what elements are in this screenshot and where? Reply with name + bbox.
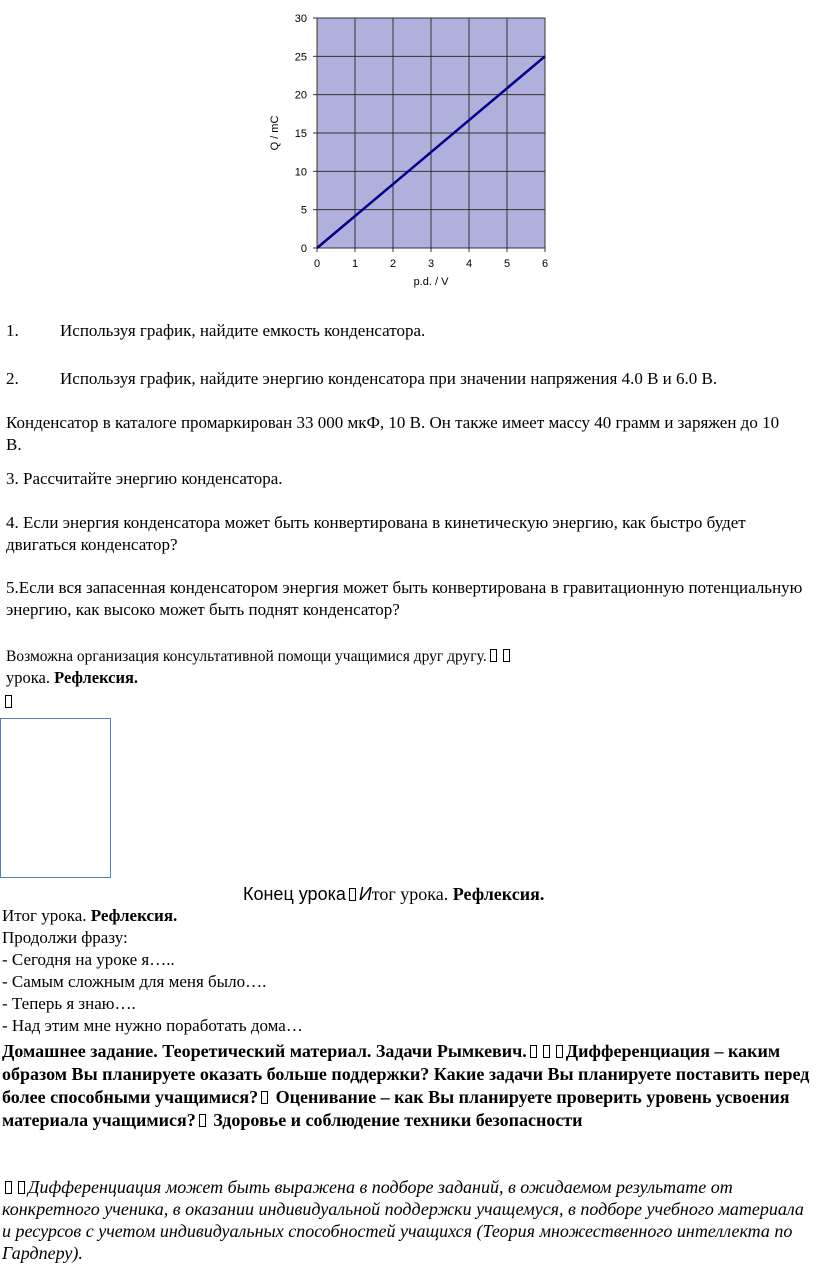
- missing-glyph-icon: [261, 1091, 268, 1104]
- missing-glyph-icon: [503, 649, 510, 662]
- homework-part-2: Дифференциация – каким образом Вы планируете оказать больше поддержки? Какие задачи Вы планируете поставить перед более способными учащимися?: [2, 1041, 810, 1107]
- y-tick-label: 5: [300, 204, 307, 217]
- x-tick-label: 2: [389, 258, 397, 270]
- missing-glyph-icon: [490, 649, 497, 662]
- consult-note: [6, 647, 513, 667]
- question-1: [6, 320, 425, 342]
- y-tick-label: 0: [300, 243, 307, 255]
- question-2-number: 2.: [6, 369, 19, 388]
- homework-part-1: Домашнее задание. Теоретический материал. Задачи Рымкевич.: [2, 1041, 527, 1061]
- summary-title-plain: Итог урока.: [2, 906, 91, 925]
- lesson-end-rest: тог урока.: [371, 884, 453, 904]
- missing-glyph-icon: [18, 1181, 25, 1194]
- y-tick-label: 25: [294, 51, 307, 64]
- lesson-end-reflection: Рефлексия.: [452, 884, 545, 904]
- missing-glyph-icon: [5, 1181, 12, 1194]
- missing-glyph-icon: [199, 1114, 206, 1127]
- y-axis-label: Q / mC: [269, 115, 281, 151]
- x-tick-label: 5: [503, 258, 511, 270]
- homework-part-4: Здоровье и соблюдение техники безопасности: [213, 1110, 583, 1130]
- question-1-text: Используя график, найдите емкость конденсатора.: [60, 321, 426, 340]
- capacitor-context: Конденсатор в каталоге промаркирован 33 000 мкФ, 10 В. Он также имеет массу 40 грамм и заряжен до 10 В.: [6, 413, 780, 454]
- x-tick-label: 0: [313, 258, 321, 270]
- x-axis-label: p.d. / V: [413, 276, 449, 288]
- x-tick-label: 3: [427, 258, 435, 270]
- missing-glyph-icon: [349, 888, 356, 901]
- question-5: 5.Если вся запасенная конденсатором энергия может быть конвертирована в гравитационную потенциальную энергию, как высоко может быть поднят конденсатор?: [6, 578, 803, 619]
- lesson-end-line: [243, 882, 544, 906]
- summary-block: [2, 905, 303, 1037]
- summary-title-bold: Рефлексия.: [90, 906, 178, 925]
- lesson-end-initial: И: [358, 884, 372, 904]
- lesson-end-lead: Конец урока: [243, 884, 346, 904]
- differentiation-note: [2, 1176, 814, 1264]
- x-tick-label: 4: [465, 258, 473, 270]
- question-1-number: 1.: [6, 321, 19, 340]
- question-3: 3. Рассчитайте энергию конденсатора.: [6, 469, 283, 488]
- lesson-word: урока.: [6, 668, 55, 687]
- reflection-label: Рефлексия.: [54, 668, 139, 687]
- summary-item: - Теперь я знаю….: [2, 994, 136, 1013]
- differentiation-text: Дифференциация может быть выражена в подборе заданий, в ожидаемом результате от конкретного ученика, в оказании индивидуальной поддержки учащемуся, в подборе учебного материала и ресурсов с учетом индивидуальных способностей учащихся (Теория множественного интеллекта по Гардneру).: [2, 1177, 804, 1263]
- y-tick-label: 20: [294, 89, 307, 102]
- missing-glyph-icon: [543, 1045, 550, 1058]
- chart-svg: [250, 8, 570, 298]
- question-2: [6, 368, 717, 390]
- missing-glyph-icon: [556, 1045, 563, 1058]
- missing-glyph-row: [2, 694, 15, 712]
- summary-item: - Над этим мне нужно поработать дома…: [2, 1016, 303, 1035]
- question-4: 4. Если энергия конденсатора может быть конвертирована в кинетическую энергию, как быстро будет двигаться конденсатор?: [6, 513, 746, 554]
- summary-prompt: Продолжи фразу:: [2, 928, 128, 947]
- empty-image-frame: [0, 718, 111, 878]
- charge-voltage-chart: [250, 8, 570, 298]
- x-tick-label: 1: [351, 258, 359, 270]
- consult-line-2: [6, 668, 138, 688]
- missing-glyph-icon: [5, 695, 12, 708]
- consult-text: Возможна организация консультативной помощи учащимися друг другу.: [6, 648, 487, 665]
- homework-part-3: Оценивание – как Вы планируете проверить уровень усвоения материала учащимися?: [2, 1087, 790, 1130]
- x-tick-label: 6: [541, 258, 549, 270]
- summary-title: [2, 905, 303, 927]
- summary-item: - Сегодня на уроке я…..: [2, 950, 175, 969]
- missing-glyph-icon: [530, 1045, 537, 1058]
- y-tick-label: 10: [294, 166, 307, 179]
- summary-item: - Самым сложным для меня было….: [2, 972, 267, 991]
- y-tick-label: 15: [294, 128, 307, 140]
- homework-block: [2, 1040, 812, 1132]
- question-2-text: Используя график, найдите энергию конденсатора при значении напряжения 4.0 В и 6.0 В.: [60, 369, 718, 388]
- y-tick-label: 30: [294, 13, 307, 25]
